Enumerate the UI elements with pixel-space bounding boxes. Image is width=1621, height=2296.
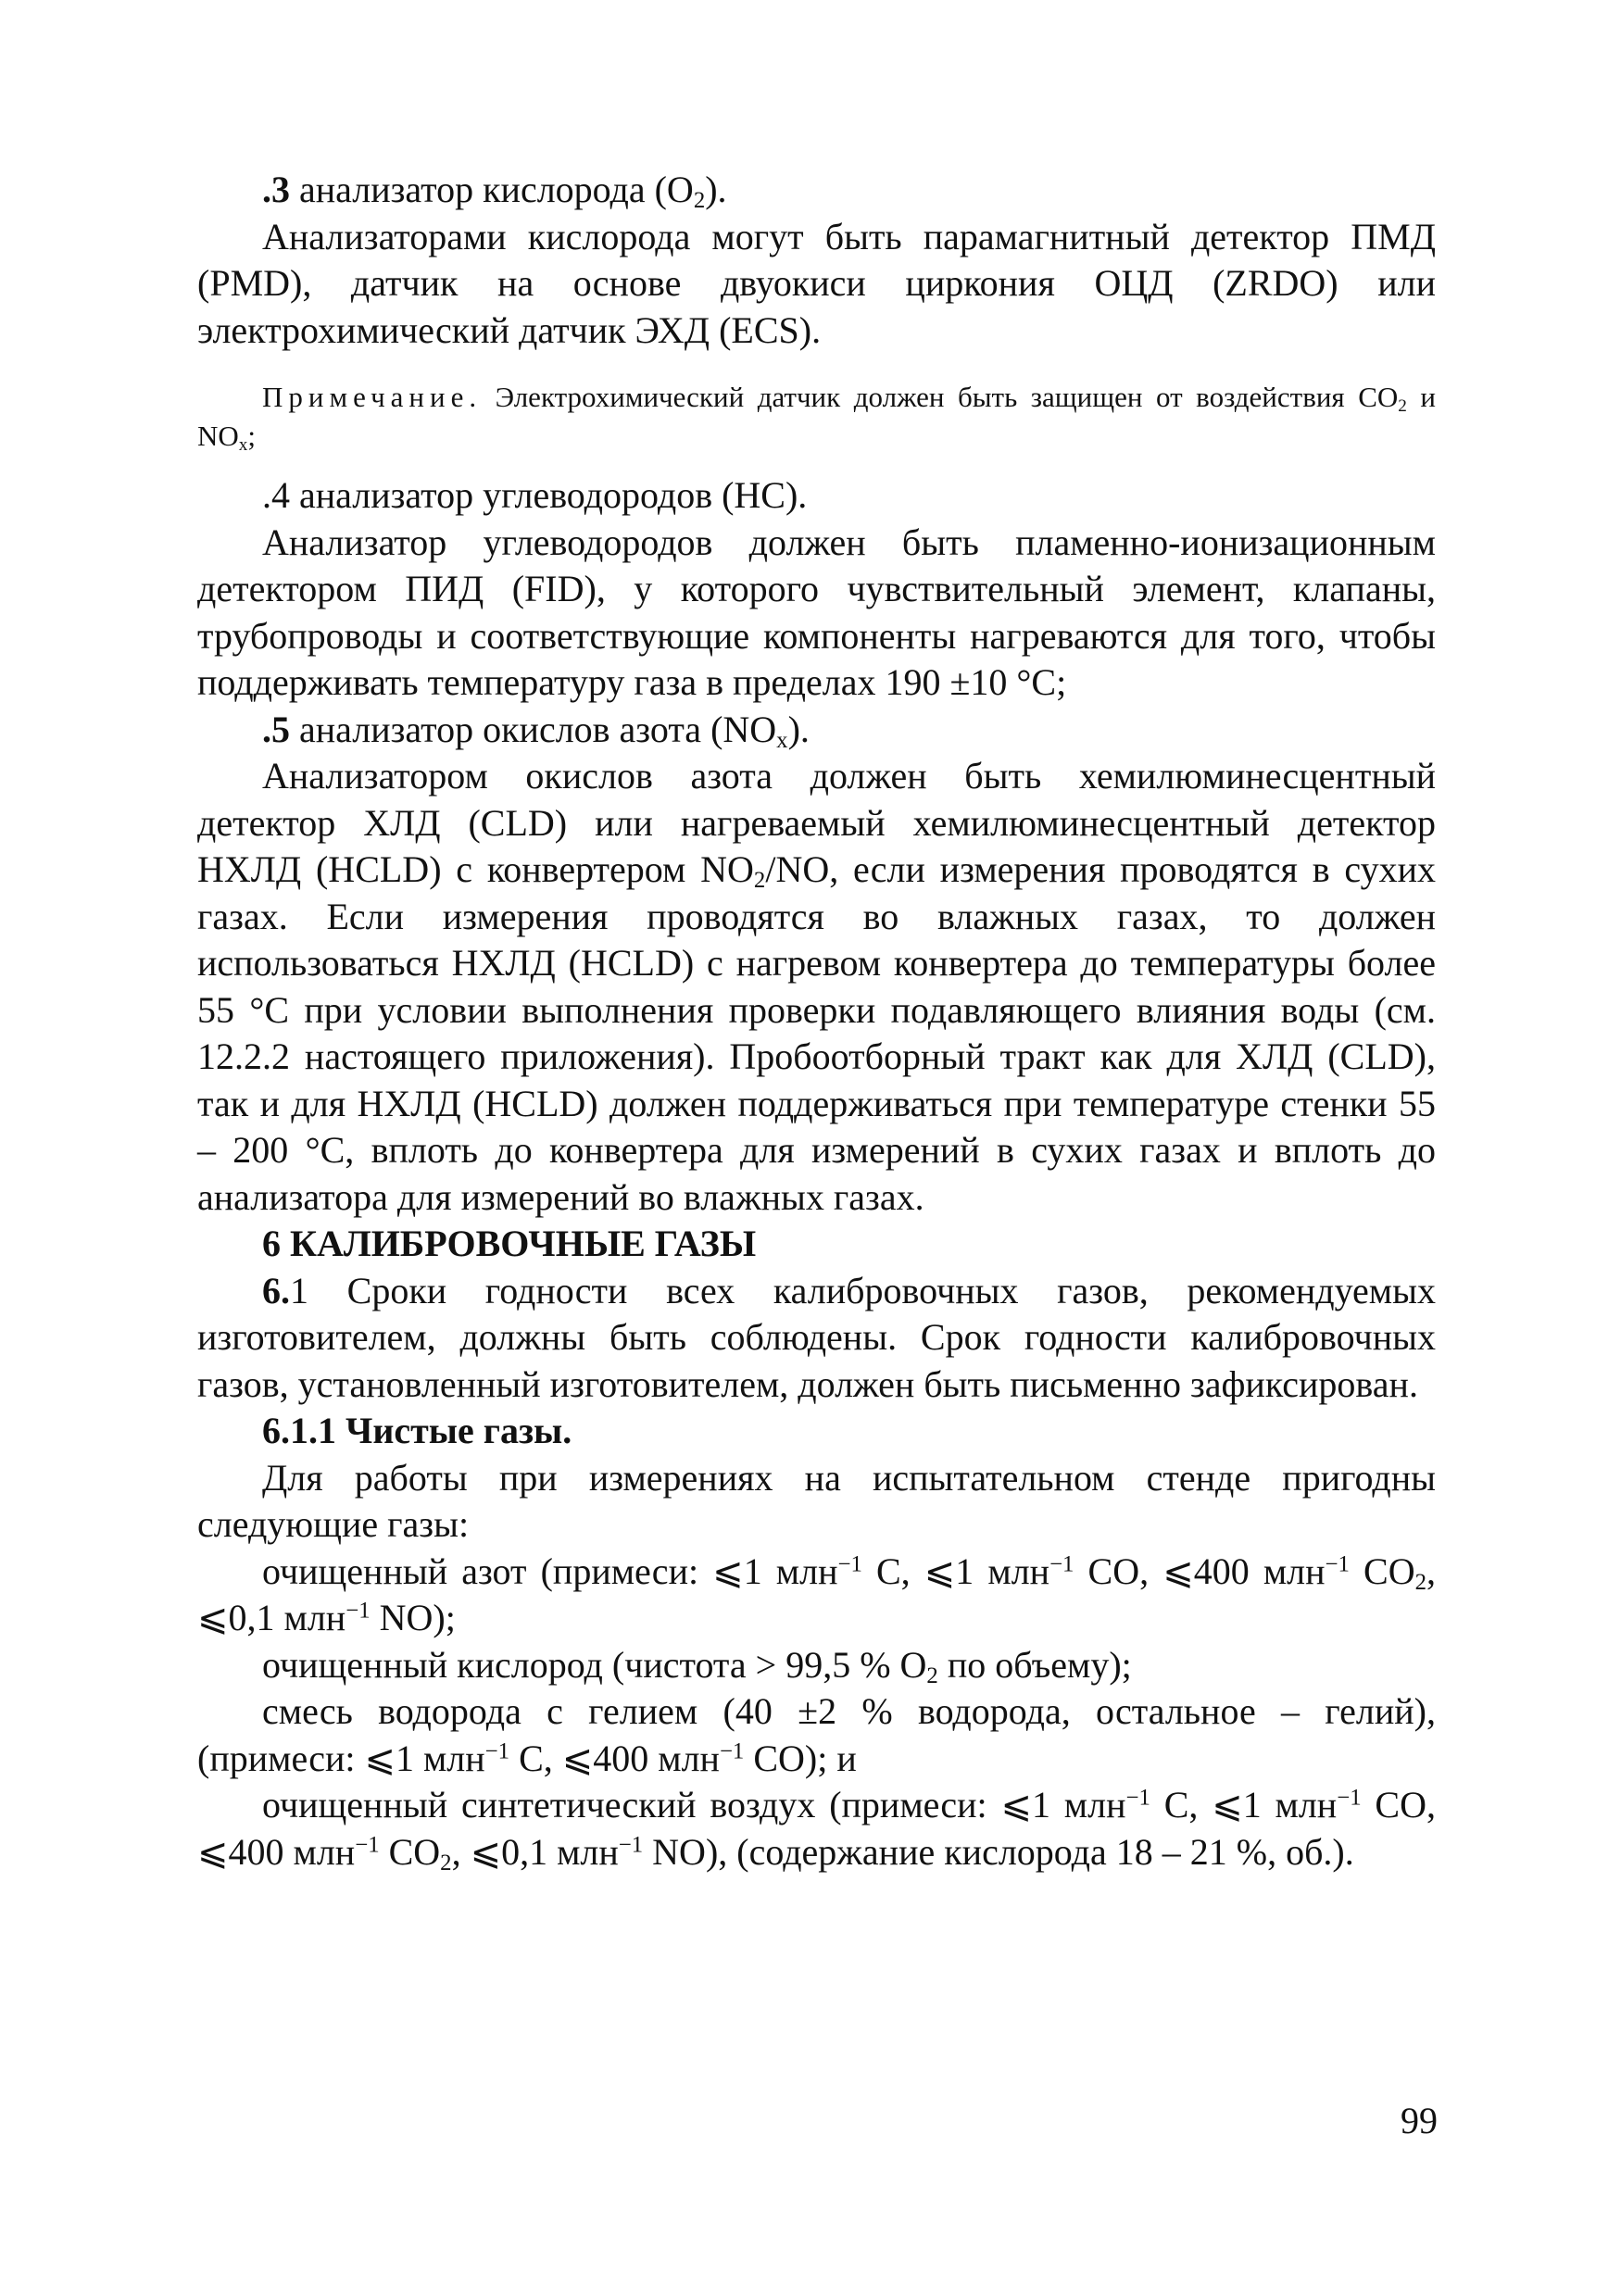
item-number: .3 xyxy=(262,169,290,210)
gas-synthetic-air: очищенный синтетический воздух (примеси: ⩽1 млн$^{-1}$ С, ⩽1 млн$^{-1}$ СО, ⩽400 млн$^{-1}$ $СО_2$, ⩽0,1 млн$^{-1}$ NO), (содержание кислорода 18 – 21 %, об.). xyxy=(197,1784,1436,1876)
section-title: 6 КАЛИБРОВОЧНЫЕ ГАЗЫ xyxy=(262,1223,757,1264)
item-5-nox-analyzer: .5 анализатор окислов азота $(NO_x)$. xyxy=(262,708,810,753)
note-label: Примечание. xyxy=(262,381,483,413)
page-number: 99 xyxy=(1401,2100,1438,2141)
heading-6-1-1: 6.1.1 Чистые газы. xyxy=(262,1410,572,1451)
gas-purified-oxygen: очищенный кислород (чистота > 99,5 % $O_2$ по объему); xyxy=(262,1643,1132,1688)
paragraph-hc-analyzer: Анализатор углеводородов должен быть пламенно-ионизационным детектором ПИД (FID), у которого чувствительный элемент, клапаны, трубопроводы и соответствующие компоненты нагреваются для того, чтобы поддерживать температуру газа в пределах 190 ±10 °С; xyxy=(197,521,1436,703)
note: Примечание. Электрохимический датчик должен быть защищен от воздействия $CO_2$ и $NO_x$; xyxy=(197,381,1437,455)
paragraph-nox-analyzer: Анализатором окислов азота должен быть хемилюминесцентный детектор ХЛД (CLD) или нагреваемый хемилюминесцентный детектор НХЛД (HCLD) с конвертером $NO_2/NO$, если измерения проводятся в сухих газах. Если измерения проводятся во влажных газах, то должен использоваться НХЛД (HCLD) с нагревом конвертера до температуры более 55 °С при условии выполнения проверки подавляющего влияния воды (см. 12.2.2 настоящего приложения). Пробоотборный тракт как для ХЛД (CLD), так и для НХЛД (HCLD) должен поддерживаться при температуре стенки 55 – 200 °С, вплоть до конвертера для измерений в сухих газах и вплоть до анализатора для измерений во влажных газах. xyxy=(197,755,1437,1218)
body-text xyxy=(197,167,1436,1876)
paragraph-suitable-gases: Для работы при измерениях на испытательном стенде пригодны следующие газы: xyxy=(197,1456,1436,1545)
gas-purified-nitrogen: очищенный азот (примеси: ⩽1 млн$^{-1}$ С, ⩽1 млн$^{-1}$ СО, ⩽400 млн$^{-1}$ $СО_2$, ⩽0,1 млн$^{-1}$ NO); xyxy=(197,1549,1436,1638)
gas-hydrogen-helium: смесь водорода с гелием (40 ±2 % водорода, остальное – гелий), (примеси: ⩽1 млн$^{-1}$ С, ⩽400 млн$^{-1}$ СО); и xyxy=(197,1690,1436,1779)
paragraph-6-1: 6.1 Сроки годности всех калибровочных газов, рекомендуемых изготовителем, должны быть соблюдены. Срок годности калибровочных газов, установленный изготовителем, должен быть письменно зафиксирован. xyxy=(197,1269,1436,1405)
item-number: .5 xyxy=(262,708,290,750)
paragraph-oxygen-analyzers: Анализаторами кислорода могут быть парамагнитный детектор ПМД (PMD), датчик на основе двуокиси циркония ОЦД (ZRDO) или электрохимический датчик ЭХД (ECS). xyxy=(197,215,1436,351)
item-3-oxygen-analyzer: .3 анализатор кислорода $(O_2)$. xyxy=(262,169,727,214)
item-4-hc-analyzer: .4 анализатор углеводородов (НС). xyxy=(262,474,808,516)
